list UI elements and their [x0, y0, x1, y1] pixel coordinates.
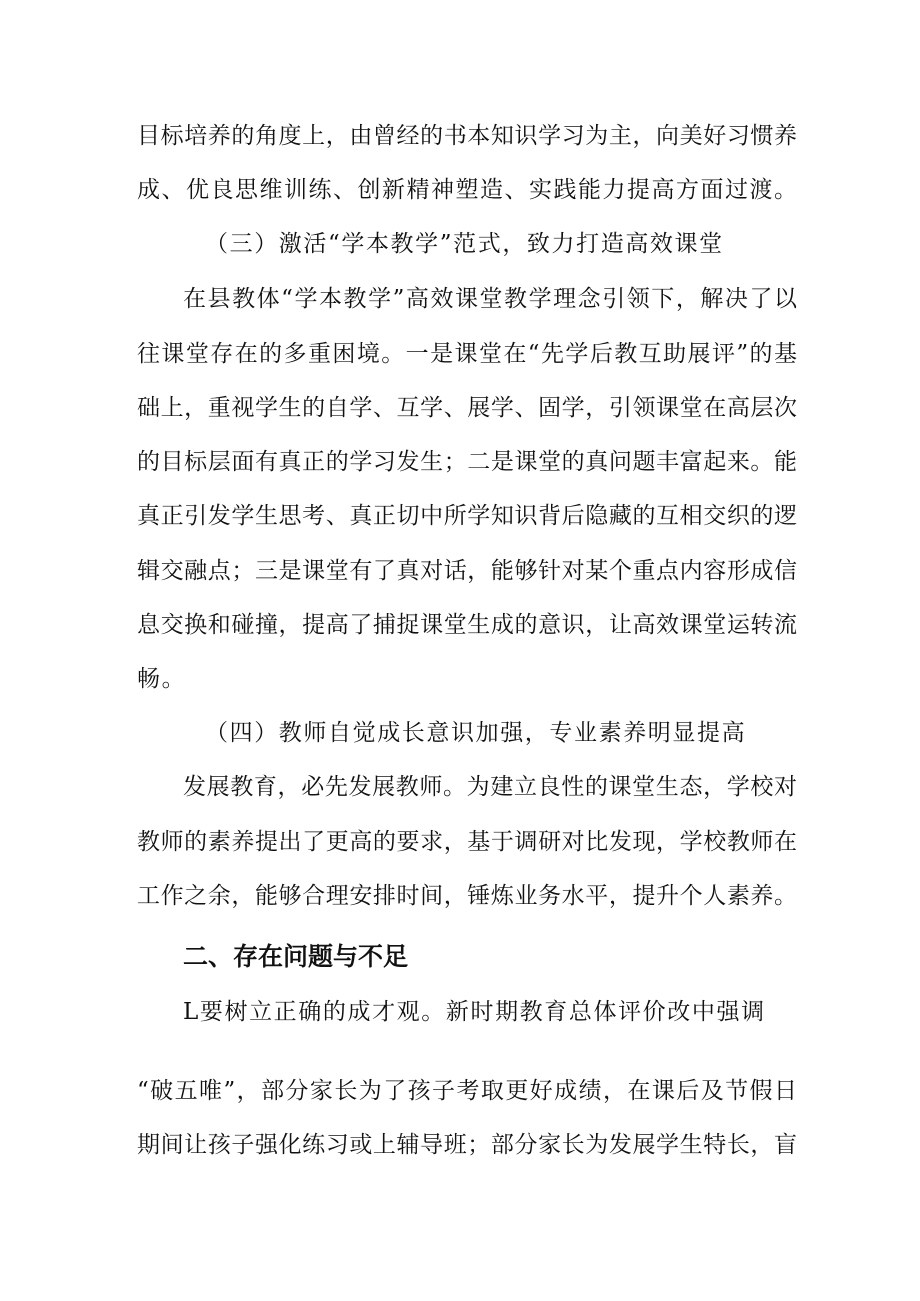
- subheading-3: （三）激活“学本教学”范式，致力打造高效课堂: [205, 231, 724, 257]
- paragraph-line: 的目标层面有真正的学习发生；二是课堂的真问题丰富起来。能: [137, 449, 797, 475]
- paragraph-line: L要树立正确的成才观。新时期教育总体评价改中强调: [183, 999, 766, 1025]
- paragraph-line: 往课堂存在的多重困境。一是课堂在“先学后教互助展评”的基: [137, 341, 797, 367]
- paragraph-line: 辑交融点；三是课堂有了真对话，能够针对某个重点内容形成信: [137, 558, 797, 584]
- paragraph-line: 畅。: [137, 666, 187, 692]
- paragraph-line: 成、优良思维训练、创新精神塑造、实践能力提高方面过渡。: [137, 177, 797, 203]
- paragraph-line: 教师的素养提出了更高的要求，基于调研对比发现，学校教师在: [137, 829, 797, 855]
- paragraph-line: 础上，重视学生的自学、互学、展学、固学，引领课堂在高层次: [137, 395, 797, 421]
- paragraph-line: 真正引发学生思考、真正切中所学知识背后隐藏的互相交织的逻: [137, 503, 797, 529]
- paragraph-line: 目标培养的角度上，由曾经的书本知识学习为主，向美好习惯养: [137, 123, 797, 149]
- section-heading: 二、存在问题与不足: [183, 942, 409, 971]
- paragraph-line: “破五唯”，部分家长为了孩子考取更好成绩，在课后及节假日: [137, 1078, 797, 1104]
- paragraph-line: 息交换和碰撞，提高了捕捉课堂生成的意识，让高效课堂运转流: [137, 612, 797, 638]
- paragraph-line: 工作之余，能够合理安排时间，锤炼业务水平，提升个人素养。: [137, 883, 797, 909]
- paragraph-line: 发展教育，必先发展教师。为建立良性的课堂生态，学校对: [183, 774, 797, 800]
- paragraph-line: 期间让孩子强化练习或上辅导班；部分家长为发展学生特长，盲: [137, 1132, 797, 1158]
- subheading-4: （四）教师自觉成长意识加强，专业素养明显提高: [205, 720, 747, 746]
- paragraph-line: 在县教体“学本教学”高效课堂教学理念引领下，解决了以: [183, 286, 797, 312]
